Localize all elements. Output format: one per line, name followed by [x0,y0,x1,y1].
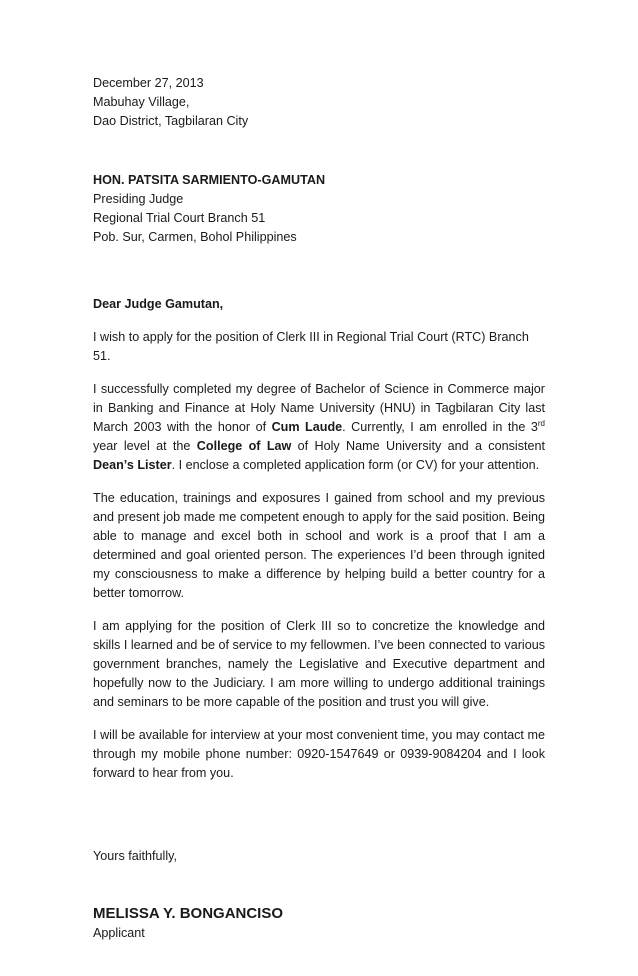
paragraph-experience: The education, trainings and exposures I gained from school and my previous and present job made me competent enough to apply for the said position. Being able to manage and excel both in school and work is a proof that I am a determined and goal oriented person. The experiences I’d been through ignited my consciousness to make a difference by helping build a better country for a better tomorrow. [93,491,545,600]
recipient-name: HON. PATSITA SARMIENTO-GAMUTAN [93,173,326,187]
education-text-c: . Currently, I am enrolled in the 3 [342,420,538,434]
signature-name: MELISSA Y. BONGANCISO [93,905,284,922]
closing: Yours faithfully, [93,849,178,863]
deans-lister: Dean’s Lister [93,458,172,472]
paragraph-availability: I will be available for interview at your most convenient time, you may contact me through my mobile phone number: 0920-1547649 or 0939-9084204 and I look forward to hear from you. [93,728,545,780]
signature-role: Applicant [93,926,145,940]
paragraph-intro: I wish to apply for the position of Clerk III in Regional Trial Court (RTC) Branch 51. [93,330,529,363]
education-text-e: year level at the [93,439,197,453]
ordinal-superscript: rd [537,418,545,428]
education-text-a: I successfully completed my degree of Bachelor of Science in Commerce major in Banking and Finance at Holy Name University (HNU) in Tagbilaran City last March 2003 with the honor of [93,382,545,434]
sender-address-line2: Dao District, Tagbilaran City [93,114,249,128]
paragraph-education [93,380,545,475]
recipient-title: Presiding Judge [93,192,184,206]
education-text-i: . I enclose a completed application form (or CV) for your attention. [171,458,540,472]
letter [93,74,545,943]
education-text-g: of Holy Name University and a consistent [291,439,545,453]
honor-cum-laude: Cum Laude [271,420,343,434]
letter-date: December 27, 2013 [93,76,204,90]
sender-address-line1: Mabuhay Village, [93,95,190,109]
college-of-law: College of Law [196,439,292,453]
recipient-court: Regional Trial Court Branch 51 [93,211,266,225]
recipient-address: Pob. Sur, Carmen, Bohol Philippines [93,230,297,244]
salutation: Dear Judge Gamutan, [93,297,224,311]
sender-block [93,74,545,131]
paragraph-motivation: I am applying for the position of Clerk III so to concretize the knowledge and skills I learned and be of service to my fellowmen. I’ve been connected to various government branches, namely the Legislative and Executive department and hopefully now to the Judiciary. I am more willing to undergo additional trainings and seminars to be more capable of the position and trust you will give. [93,619,545,709]
recipient-block [93,171,545,247]
